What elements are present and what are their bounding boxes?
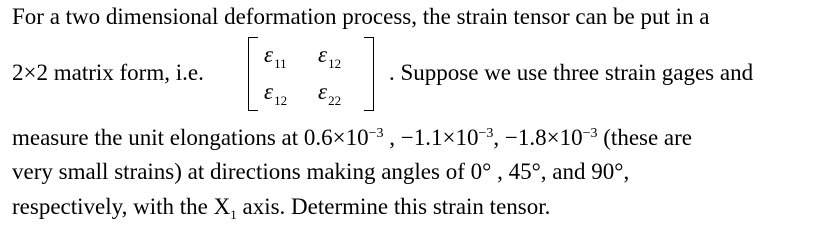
strain-value-1: $0.6\times 10^{-3}$: [303, 125, 384, 150]
angle-2: 45°: [508, 159, 541, 184]
text-line-4: very small strains) at directions making angles of 0° , 45°, and 90°,: [12, 159, 630, 184]
text-line-2-start: 2×2 matrix form, i.e.: [12, 60, 204, 85]
matrix-cell-22: $\varepsilon_{22}$: [318, 79, 342, 108]
angle-3: 90°: [591, 159, 624, 184]
strain-matrix: [248, 37, 374, 111]
text-line-3: measure the unit elongations at $0.6\times 10^{-3}$ , $-1.1\times 10^{-3}$, $-1.8\times 10^{-3}$ (these are: [12, 125, 693, 150]
text-line-2-end: . Suppose we use three strain gages and: [389, 60, 754, 85]
matrix-cell-21: $\varepsilon_{12}$: [264, 79, 288, 108]
matrix-cell-11: $\varepsilon_{11}$: [264, 42, 287, 71]
strain-value-2: $-1.1\times 10^{-3}$: [400, 125, 494, 150]
matrix-right-bracket: [364, 37, 374, 111]
angle-1: 0°: [470, 159, 492, 184]
axis-subscript: 1: [230, 207, 237, 222]
strain-value-3: $-1.8\times 10^{-3}$: [504, 125, 598, 150]
text-line-5: respectively, with the $X_1$ axis. Determine this strain tensor.: [12, 194, 551, 222]
matrix-cell-12: $\varepsilon_{12}$: [318, 42, 342, 71]
text-line-1: For a two dimensional deformation process, the strain tensor can be put in a: [12, 4, 710, 29]
matrix-left-bracket: [248, 37, 258, 111]
